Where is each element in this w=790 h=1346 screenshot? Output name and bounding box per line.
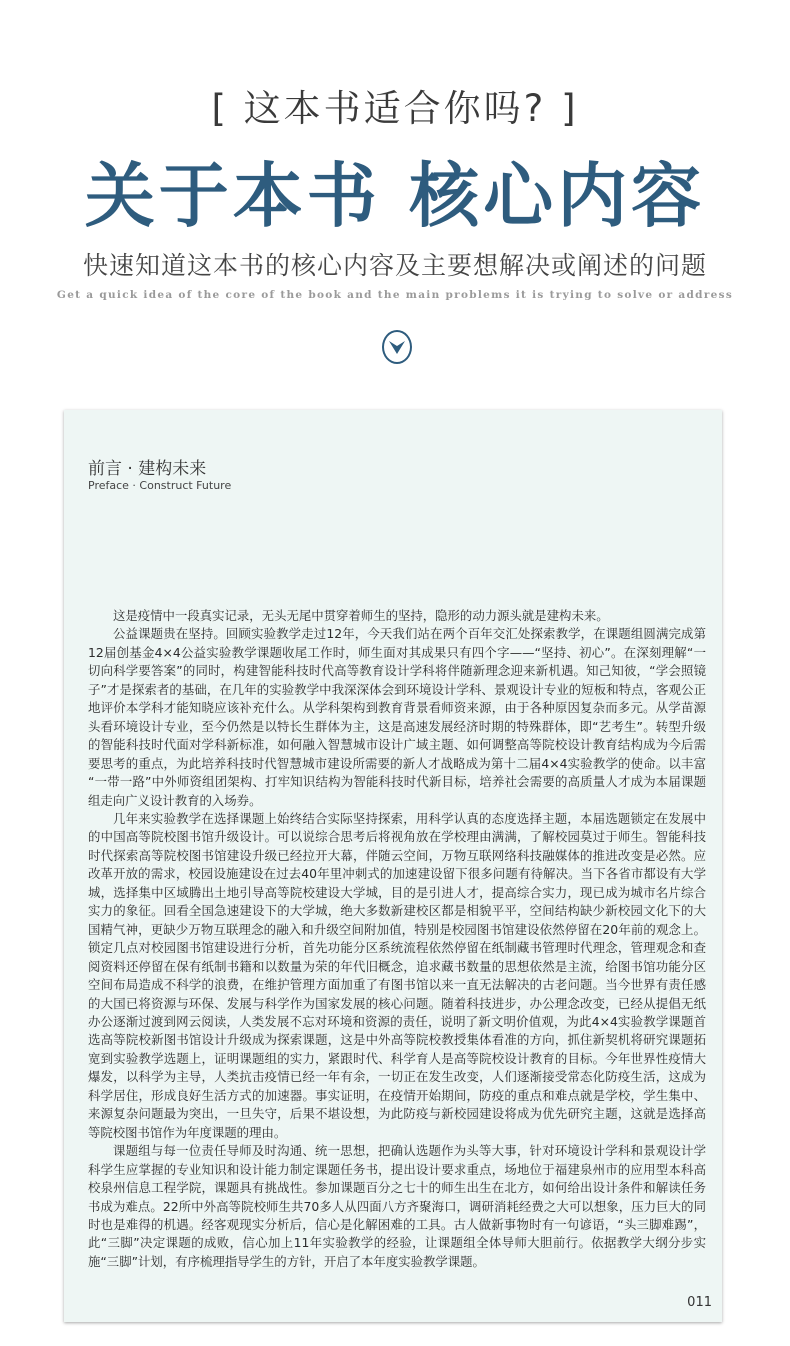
text-line: 时也是难得的机遇。经客观现实分析后，信心是化解困难的工具。古人做新事物时有一句谚语，“头三脚难踢”，: [88, 1216, 706, 1232]
page-title: 关于本书 核心内容: [84, 154, 706, 237]
text-line: 锁定几点对校园图书馆建设进行分析，首先功能分区系统流程依然停留在纸制藏书管理时代理念，管理观念和查: [88, 940, 706, 956]
text-line: 的中国高等院校图书馆升级设计。可以说综合思考后将视角放在学校理由满满，了解校园莫过于师生。智能科技: [88, 829, 706, 845]
text-line: 阅资料还停留在保有纸制书籍和以数量为荣的年代旧概念，追求藏书数量的思想依然是主流，给图书馆功能分区: [88, 958, 706, 974]
book-page: [64, 410, 722, 1322]
text-line: 地评价本学科才能知晓应该补充什么。从学科架构到教育背景看师资来源，由于各种原因复杂而多元。从学苗源: [88, 700, 706, 716]
text-line: 子”才是探索者的基础，在几年的实验教学中我深深体会到环境设计学科、景观设计专业的短板和特点，客观公正: [88, 681, 706, 697]
paragraph: [88, 1142, 706, 1271]
text-line: 此“三脚”决定课题的成败，信心加上11年实验教学的经验，让课题组全体导师大胆前行。依据教学大纲分步实: [88, 1235, 706, 1251]
text-line: 科学生应掌握的专业知识和设计能力制定课题任务书，提出设计要求重点，场地位于福建泉州市的应用型本科高: [88, 1161, 706, 1177]
chevron-down-circle-icon: [382, 330, 412, 364]
page-number: 011: [687, 1295, 712, 1310]
paragraph: [88, 625, 706, 810]
text-line: 书成为难点。22所中外高等院校师生共70多人从四面八方齐聚海口，调研消耗经费之大可以想象，压力巨大的同: [88, 1198, 706, 1214]
text-line: 时代探索高等院校图书馆建设升级已经拉开大幕，伴随云空间，万物互联网络科技融媒体的推进改变是必然。应: [88, 847, 706, 863]
text-line: 改革开放的需求，校园设施建设在过去40年里冲刺式的加速建设留下很多问题有待解决。当下各省市都设有大学: [88, 866, 706, 882]
text-line: 国精气神，更缺少万物互联理念的融入和升级空间附加值，特别是校园图书馆建设依然停留在20年前的观念上。: [88, 921, 706, 937]
text-line: 几年来实验教学在选择课题上始终结合实际坚持探索，用科学认真的态度选择主题，本届选题锁定在发展中: [113, 810, 706, 826]
text-line: 施“三脚”计划，有序梳理指导学生的方针，开启了本年度实验教学课题。: [88, 1253, 485, 1269]
text-line: 这是疫情中一段真实记录，无头无尾中贯穿着师生的坚持，隐形的动力源头就是建构未来。: [113, 608, 609, 623]
preface-title-english: Preface · Construct Future: [88, 479, 232, 492]
text-line: 等院校图书馆作为年度课题的理由。: [88, 1124, 287, 1140]
text-line: 爆发，以科学为主导，人类抗击疫情已经一年有余，一切正在发生改变，人们逐渐接受常态化防疫生活，这成为: [88, 1069, 706, 1085]
subtitle: 快速知道这本书的核心内容及主要想解决或阐述的问题: [82, 251, 707, 280]
text-line: 办公逐渐过渡到网云阅读，人类发展不忘对环境和资源的责任，说明了新文明价值观，为此4×4实验教学课题首: [88, 1013, 706, 1029]
text-line: 城，选择集中区域腾出土地引导高等院校建设大学城，目的是引进人才，提高综合实力，现已成为城市名片综合: [88, 884, 706, 900]
paragraph: [88, 810, 706, 1142]
preface-title: 前言 · 建构未来: [88, 459, 207, 479]
text-line: “一带一路”中外师资组团架构、打牢知识结构为智能科技时代新目标，培养社会需要的高质量人才成为本届课题: [88, 774, 706, 790]
text-line: 宽到实验教学选题上，证明课题组的实力，紧跟时代、科学育人是高等院校设计教育的目标。今年世界性疫情大: [88, 1050, 706, 1066]
paragraph: [88, 607, 706, 625]
text-line: 的智能科技时代面对学科新标准，如何融入智慧城市设计广域主题、如何调整高等院校设计教育结构成为今后需: [88, 737, 706, 753]
text-line: 头看环境设计专业，至今仍然是以特长生群体为主，这是高速发展经济时期的特殊群体，即“艺考生”。转型升级: [88, 718, 706, 734]
text-line: 校泉州信息工程学院，课题具有挑战性。参加课题百分之七十的师生出生在北方，如何给出设计条件和解读任务: [88, 1180, 706, 1196]
text-line: 选高等院校新图书馆设计升级成为探索课题，这是中外高等院校教授集体看准的方向，抓住新契机将研究课题拓: [88, 1032, 706, 1048]
text-line: 空间布局造成不科学的浪费，在维护管理方面加重了有图书馆以来一直无法解决的古老问题。当今世界有责任感: [88, 977, 706, 993]
text-line: 的大国已将资源与环保、发展与科学作为国家发展的核心问题。随着科技进步，办公理念改变，已经从提倡无纸: [88, 995, 706, 1011]
text-line: 课题组与每一位责任导师及时沟通、统一思想，把确认选题作为头等大事，针对环境设计学科和景观设计学: [113, 1143, 706, 1159]
text-line: 公益课题贵在坚持。回顾实验教学走过12年，今天我们站在两个百年交汇处探索教学，在课题组圆满完成第: [113, 626, 706, 642]
section-question: [ 这本书适合你吗? ]: [211, 87, 579, 130]
preface-body: [88, 607, 706, 1271]
text-line: 来源复杂问题最为突出，一旦失守，后果不堪设想，为此防疫与新校园建设将成为优先研究主题，这就是选择高: [88, 1106, 706, 1122]
text-line: 切向科学要答案”的同时，构建智能科技时代高等教育设计学科将伴随新理念迎来新机遇。知己知彼，“学会照镜: [88, 663, 706, 679]
text-line: 实力的象征。回看全国急速建设下的大学城，绝大多数新建校区都是相貌平平，空间结构缺少新校园文化下的大: [88, 903, 706, 919]
text-line: 科学居住，形成良好生活方式的加速器。事实证明，在疫情开始期间，防疫的重点和难点就是学校，学生集中、: [88, 1087, 706, 1103]
text-line: 12届创基金4×4公益实验教学课题收尾工作时，师生面对其成果只有四个字——“坚持、初心”。在深刻理解“一: [88, 644, 706, 660]
subtitle-english: Get a quick idea of the core of the book and the main problems it is trying to solve or address: [56, 289, 734, 301]
text-line: 组走向广义设计教育的入场券。: [88, 792, 262, 808]
text-line: 要思考的重点，为此培养科技时代智慧城市建设所需要的新人才战略成为第十二届4×4实验教学的使命。以丰富: [88, 755, 706, 771]
